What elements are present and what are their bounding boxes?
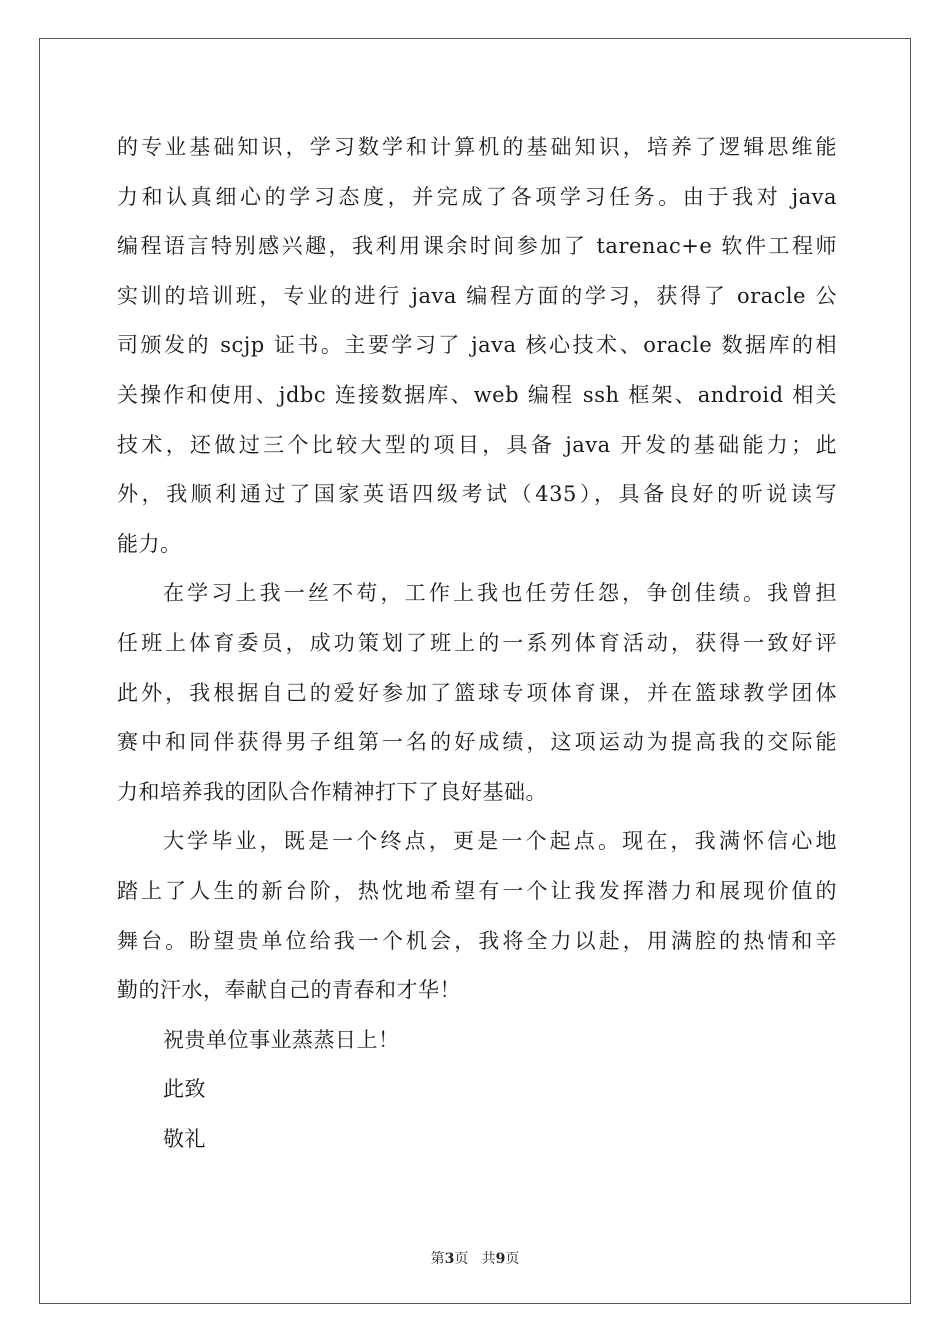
closing-wish: 祝贵单位事业蒸蒸日上！ [163,1027,400,1052]
page-footer [0,1248,950,1268]
body-line: 任班上体育委员，成功策划了班上的一系列体育活动，获得一致好评 [117,630,837,655]
body-line: 力和培养我的团队合作精神打下了良好基础。 [117,779,547,804]
body-line: 舞台。盼望贵单位给我一个机会，我将全力以赴，用满腔的热情和辛 [117,928,837,953]
body-line: 外，我顺利通过了国家英语四级考试（435），具备良好的听说读写 [117,482,837,507]
footer-page-unit: 页 [454,1251,469,1267]
body-line: 勤的汗水，奉献自己的青春和才华！ [117,978,461,1003]
closing-salutation: 此致 [163,1077,206,1102]
body-line: 技术，还做过三个比较大型的项目，具备 java 开发的基础能力；此 [117,432,837,457]
body-line: 能力。 [117,531,182,556]
body-line: 关操作和使用、jdbc 连接数据库、web 编程 ssh 框架、android 相关 [117,382,837,407]
body-line: 力和认真细心的学习态度，并完成了各项学习任务。由于我对 java [117,184,837,209]
footer-prefix: 第 [430,1251,445,1267]
body-line: 赛中和同伴获得男子组第一名的好成绩，这项运动为提高我的交际能 [117,730,837,755]
body-line: 的专业基础知识，学习数学和计算机的基础知识，培养了逻辑思维能 [117,135,837,159]
footer-total-prefix: 共 [481,1251,496,1267]
paragraph-start-line: 大学毕业，既是一个终点，更是一个起点。现在，我满怀信心地 [163,829,837,854]
footer-page-number: 3 [444,1251,455,1267]
footer-total-unit: 页 [505,1251,520,1267]
footer-total-pages: 9 [495,1251,506,1267]
body-line: 司颁发的 scjp 证书。主要学习了 java 核心技术、oracle 数据库的相 [117,333,837,358]
body-line: 踏上了人生的新台阶，热忱地希望有一个让我发挥潜力和展现价值的 [117,878,837,903]
body-line: 编程语言特别感兴趣，我利用课余时间参加了 tarenac+e 软件工程师 [117,234,837,259]
body-line: 实训的培训班，专业的进行 java 编程方面的学习，获得了 oracle 公 [117,283,837,308]
letter-body [117,123,837,1164]
body-line: 此外，我根据自己的爱好参加了篮球专项体育课，并在篮球教学团体 [117,680,837,705]
paragraph-start-line: 在学习上我一丝不苟，工作上我也任劳任怨，争创佳绩。我曾担 [163,581,837,606]
closing-regards: 敬礼 [163,1126,206,1151]
